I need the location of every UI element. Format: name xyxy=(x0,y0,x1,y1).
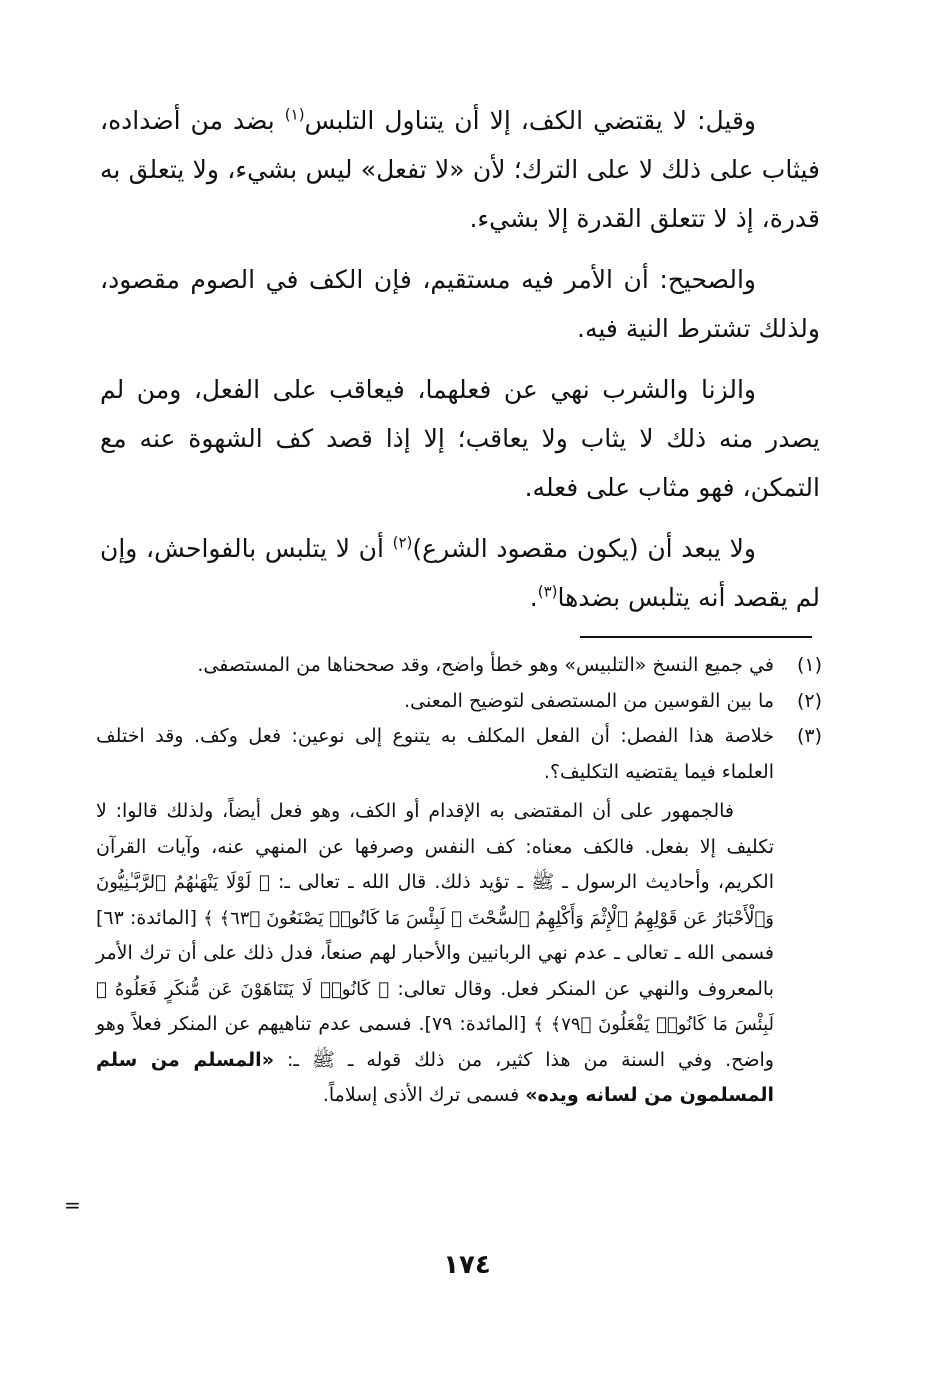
continuation-mark: = xyxy=(64,1193,81,1217)
paragraph-4 xyxy=(100,524,820,622)
quran-verse-maidah-79: ﴿ كَانُوا۟ لَا يَتَنَاهَوْنَ عَن مُّنكَرٍ فَعَلُوهُ ۚ لَبِئْسَ مَا كَانُوا۟ يَفْعَلُونَ ﴿٧٩﴾ ﴾ xyxy=(96,978,774,1035)
paragraph-4-part-a: ولا يبعد أن (يكون مقصود الشرع) xyxy=(412,534,756,563)
footnote-1-number: (١) xyxy=(796,654,822,676)
footnote-separator xyxy=(580,636,812,638)
page-number: ١٧٤ xyxy=(443,1250,491,1280)
footnote-3 xyxy=(96,719,822,790)
paragraph-2-text: والصحيح: أن الأمر فيه مستقيم، فإن الكف في الصوم مقصود، ولذلك تشترط النية فيه. xyxy=(100,265,820,343)
paragraph-1-part-a: وقيل: لا يقتضي الكف، إلا أن يتناول التلبس xyxy=(304,106,756,135)
footnote-2-text: ما بين القوسين من المستصفى لتوضيح المعنى. xyxy=(404,689,774,712)
main-text xyxy=(100,96,820,634)
paragraph-3-text: والزنا والشرب نهي عن فعلهما، فيعاقب على الفعل، ومن لم يصدر منه ذلك لا يثاب ولا يعاقب؛ إلا إذا قصد كف الشهوة عنه مع التمكن، فهو مثاب على فعله. xyxy=(100,375,820,502)
footnote-1 xyxy=(96,648,822,684)
hadith-quote: «المسلم من سلم المسلمون من لسانه ويده» xyxy=(96,1048,774,1106)
footnote-3-number: (٣) xyxy=(796,725,822,747)
footnote-3-body-part-1: فالجمهور على أن المقتضى به الإقدام أو الكف، وهو فعل أيضاً، ولذلك قالوا: لا تكليف إلا بفعل. فالكف معناه: كف النفس وصرفها عن المنهي عنه، وآيات القرآن الكريم، وأحاديث الرسول ـ ﷺ ـ تؤيد ذلك. قال الله ـ تعالى ـ: xyxy=(96,800,774,893)
footnotes xyxy=(96,648,822,1114)
footnote-ref-3: (٣) xyxy=(537,582,558,601)
footnote-3-body xyxy=(96,794,822,1114)
footnote-ref-2: (٢) xyxy=(392,533,413,552)
footnote-3-paragraph xyxy=(96,794,774,1114)
paragraph-2 xyxy=(100,255,820,353)
paragraph-1 xyxy=(100,96,820,243)
footnote-3-body-part-3: [المائدة: ٧٩]. فسمى عدم تناهيهم عن المنكر فعلاً وهو واضح. وفي السنة من هذا كثير، من ذلك قوله ـ ﷺ ـ: xyxy=(96,1013,774,1071)
quran-verse-maidah-63: ﴿ لَوْلَا يَنْهَىٰهُمُ ٱلرَّبَّـٰنِيُّونَ وَٱلْأَحْبَارُ عَن قَوْلِهِمُ ٱلْإِثْمَ وَأَكْلِهِمُ ٱلسُّحْتَ ۚ لَبِئْسَ مَا كَانُوا۟ يَصْنَعُونَ ﴿٦٣﴾ ﴾ xyxy=(96,872,774,929)
footnote-1-text: في جميع النسخ «التلبيس» وهو خطأ واضح، وقد صححناها من المستصفى. xyxy=(197,654,774,676)
footnote-ref-1: (١) xyxy=(284,105,305,124)
paragraph-4-part-c: . xyxy=(529,583,538,612)
footnote-3-body-part-4: فسمى ترك الأذى إسلاماً. xyxy=(322,1084,526,1106)
paragraph-1-part-b: بضد من أضداده، فيثاب على ذلك لا على الترك؛ لأن «لا تفعل» ليس بشيء، ولا يتعلق به قدرة، إذ لا تتعلق القدرة إلا بشيء. xyxy=(100,106,820,233)
footnote-2-number: (٢) xyxy=(796,689,822,712)
footnote-3-body-part-2: [المائدة: ٦٣] فسمى الله ـ تعالى ـ عدم نهي الربانيين والأحبار لهم صنعاً، فدل ذلك على أن ترك الأمر بالمعروف والنهي عن المنكر فعل. وقال تعالى: xyxy=(96,906,774,1000)
paragraph-3 xyxy=(100,365,820,512)
footnote-3-text: خلاصة هذا الفصل: أن الفعل المكلف به يتنوع إلى نوعين: فعل وكف. وقد اختلف العلماء فيما يقتضيه التكليف؟. xyxy=(96,725,774,783)
footnote-2 xyxy=(96,684,822,720)
paragraph-4-part-b: أن لا يتلبس بالفواحش، وإن لم يقصد أنه يتلبس بضدها xyxy=(100,534,820,612)
